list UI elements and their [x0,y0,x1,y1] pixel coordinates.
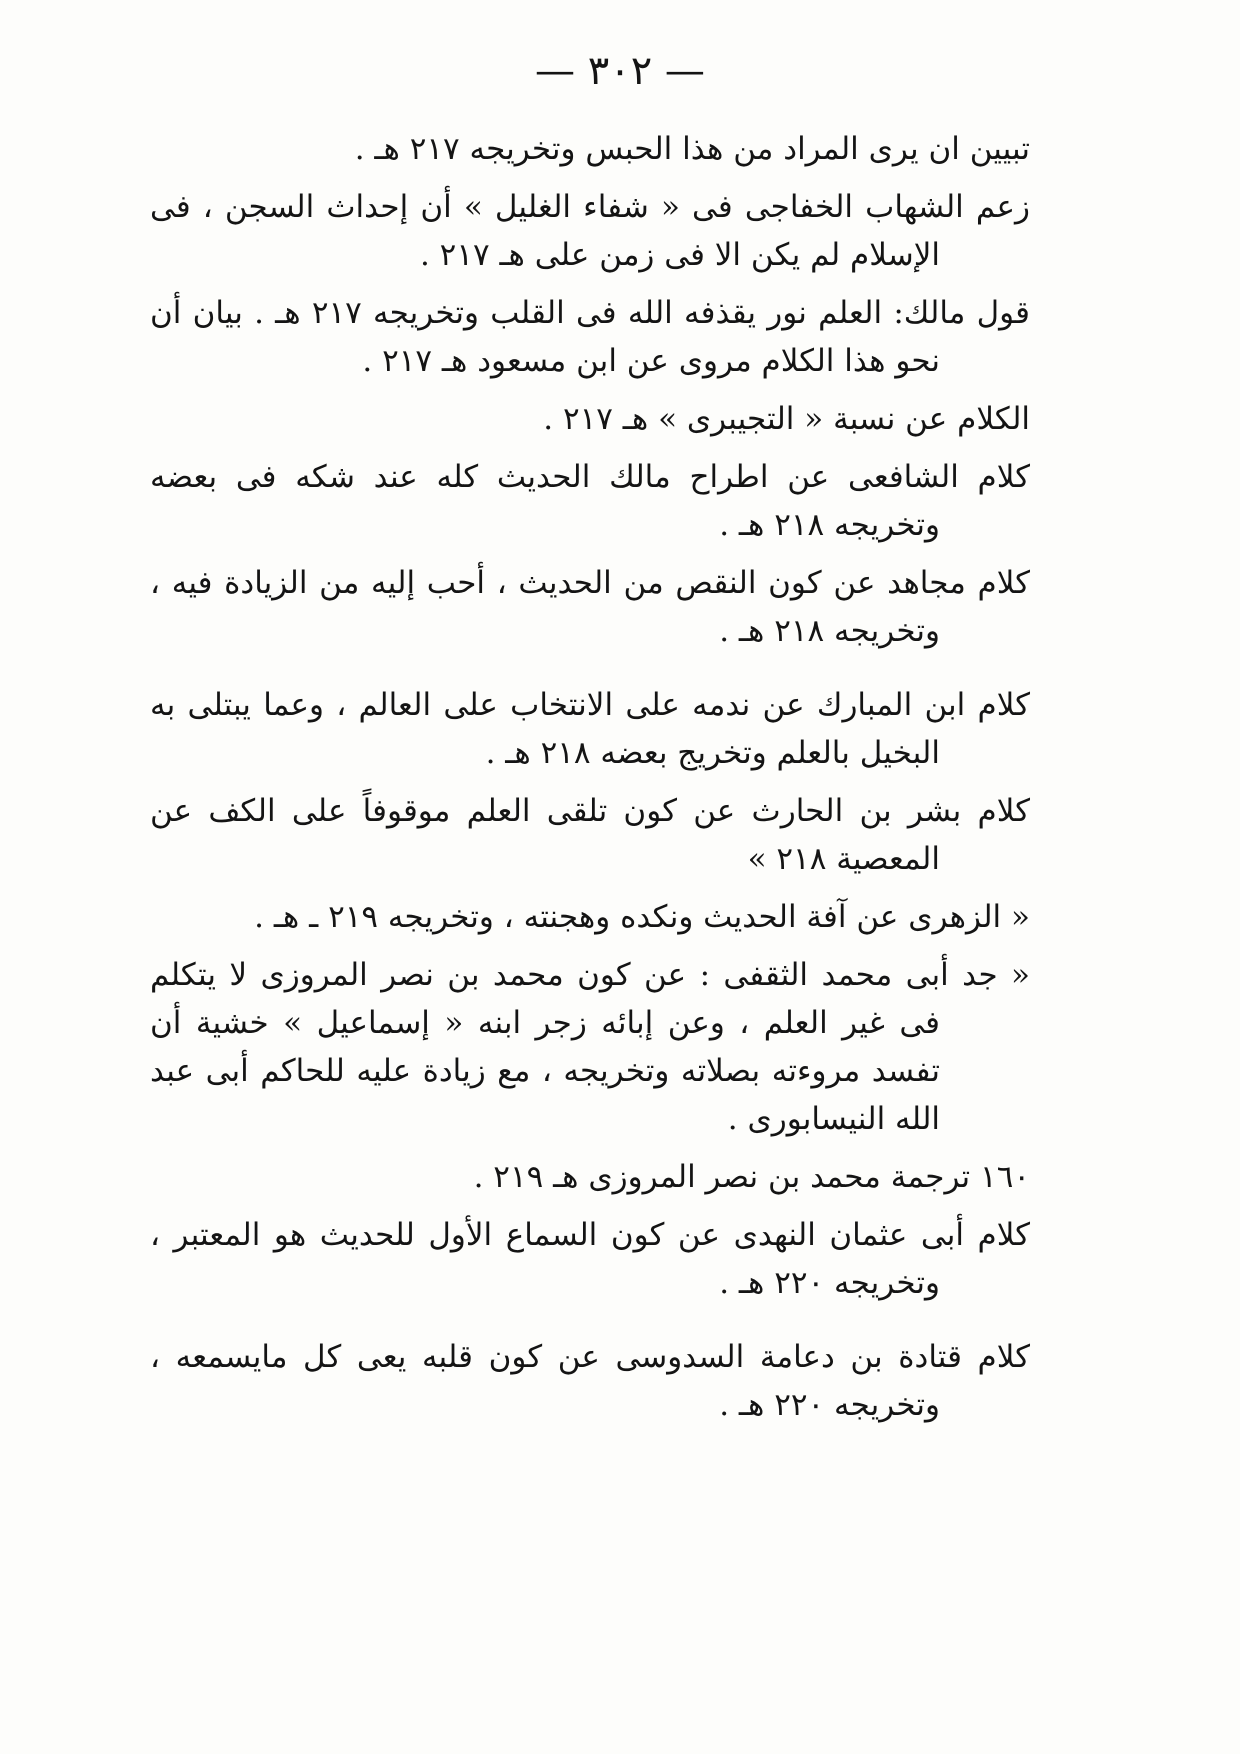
index-entry: كلام ابن المبارك عن ندمه على الانتخاب على العالم ، وعما يبتلى به البخيل بالعلم وتخريج بعضه ٢١٨ هـ . [150,687,1030,771]
index-entry: كلام مجاهد عن كون النقص من الحديث ، أحب إليه من الزيادة فيه ، وتخريجه ٢١٨ هـ . [150,565,1030,649]
index-entries [150,125,1030,1439]
index-entry: « جد أبى محمد الثقفى : عن كون محمد بن نصر المروزى لا يتكلم فى غير العلم ، وعن إبائه زجر ابنه « إسماعيل » خشية أن تفسد مروءته بصلاته وتخريجه ، مع زيادة عليه للحاكم أبى عبد الله النيسابورى . [150,957,1030,1137]
index-entry: قول مالك: العلم نور يقذفه الله فى القلب وتخريجه ٢١٧ هـ . بيان أن نحو هذا الكلام مروى عن ابن مسعود هـ ٢١٧ . [150,295,1030,379]
index-entry: « الزهرى عن آفة الحديث ونكده وهجنته ، وتخريجه ٢١٩ ـ هـ . [254,899,1030,935]
index-entry: تبيين ان يرى المراد من هذا الحبس وتخريجه ٢١٧ هـ . [354,131,1030,167]
index-entry: كلام أبى عثمان النهدى عن كون السماع الأول للحديث هو المعتبر ، وتخريجه ٢٢٠ هـ . [150,1217,1030,1301]
index-entry: كلام الشافعى عن اطراح مالك الحديث كله عند شكه فى بعضه وتخريجه ٢١٨ هـ . [150,459,1030,543]
index-entry: الكلام عن نسبة « التجيبرى » هـ ٢١٧ . [543,401,1030,437]
index-entry: زعم الشهاب الخفاجى فى « شفاء الغليل » أن إحداث السجن ، فى الإسلام لم يكن الا فى زمن على هـ ٢١٧ . [150,189,1030,273]
index-entry: كلام بشر بن الحارث عن كون تلقى العلم موقوفاً على الكف عن المعصية ٢١٨ » [150,793,1030,877]
index-entry: ١٦٠ ترجمة محمد بن نصر المروزى هـ ٢١٩ . [473,1159,1030,1195]
page-number: — ٣٠٢ — [535,48,705,94]
index-entry: كلام قتادة بن دعامة السدوسى عن كون قلبه يعى كل مايسمعه ، وتخريجه ٢٢٠ هـ . [150,1339,1031,1423]
